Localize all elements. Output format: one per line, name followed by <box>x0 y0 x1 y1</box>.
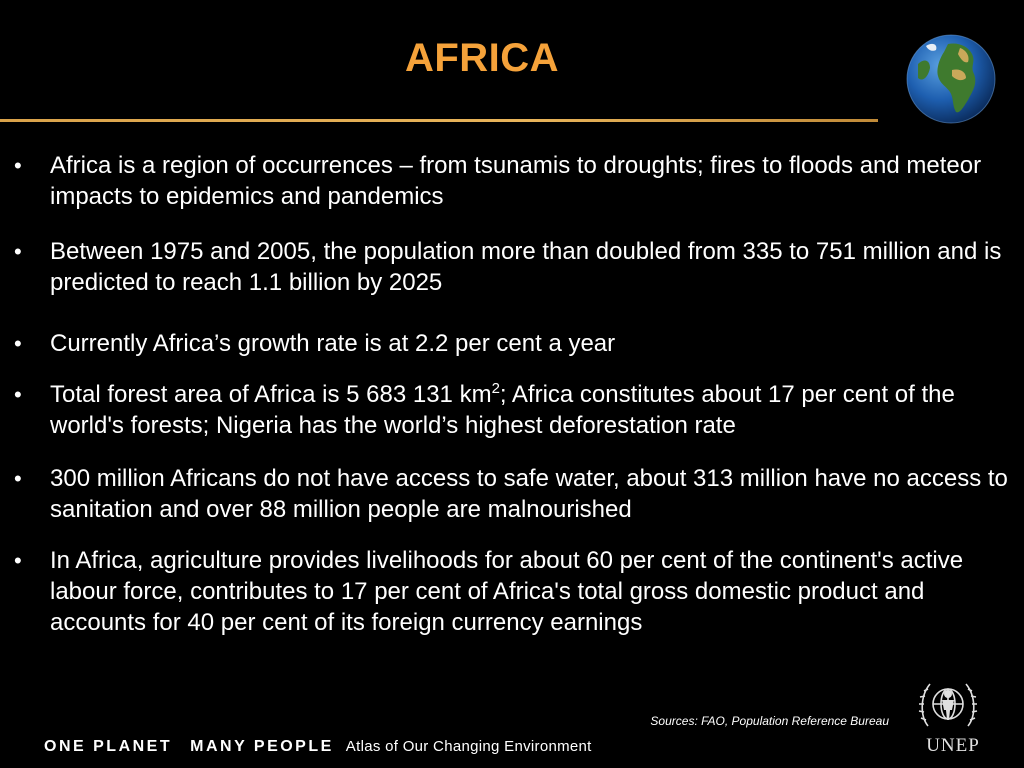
footer-atlas: Atlas of Our Changing Environment <box>345 738 592 755</box>
unep-logo-text: UNEP <box>926 735 980 756</box>
bullet-text: In Africa, agriculture provides livelihoods for about 60 per cent of the continent's active labour force, contributes to 17 per cent of Africa's total gross domestic product and accounts for 40 per cent of its foreign currency earnings <box>50 547 964 636</box>
bullet-item <box>14 379 1019 441</box>
bullet-text <box>50 381 955 439</box>
bullet-symbol: • <box>14 548 22 573</box>
footer-one-planet: ONE PLANET <box>44 738 173 755</box>
bullet-item <box>14 328 1019 359</box>
bullet-item <box>14 463 1019 525</box>
bullet-item <box>14 545 1019 638</box>
bullet-symbol: • <box>14 466 22 491</box>
bullet-text: Between 1975 and 2005, the population more than doubled from 335 to 751 million and is predicted to reach 1.1 billion by 2025 <box>50 238 1002 296</box>
bullet-list <box>14 150 1019 638</box>
slide-title: AFRICA <box>404 36 560 80</box>
earth-globe-icon <box>906 34 996 124</box>
bullet-item <box>14 150 1019 212</box>
bullet-text-post: ; Africa constitutes about 17 per cent of the world's forests; Nigeria has the world’s highest deforestation rate <box>50 381 955 439</box>
bullet-symbol: • <box>14 239 22 264</box>
sources-note: Sources: FAO, Population Reference Bureau <box>650 714 889 728</box>
footer-banner <box>44 738 592 756</box>
bullet-text: Currently Africa’s growth rate is at 2.2 per cent a year <box>50 330 616 357</box>
bullet-text: 300 million Africans do not have access to safe water, about 313 million have no access to sanitation and over 88 million people are malnourished <box>50 465 1008 523</box>
bullet-symbol: • <box>14 153 22 178</box>
bullet-item <box>14 236 1019 298</box>
bullet-symbol: • <box>14 331 22 356</box>
title-divider <box>0 119 878 122</box>
unep-emblem-icon <box>918 676 978 732</box>
bullet-symbol: • <box>14 382 22 407</box>
superscript: 2 <box>491 380 500 397</box>
bullet-text-pre: Total forest area of Africa is 5 683 131 km <box>50 381 492 408</box>
footer-many-people: MANY PEOPLE <box>190 738 334 755</box>
bullet-text: Africa is a region of occurrences – from tsunamis to droughts; fires to floods and meteor impacts to epidemics and pandemics <box>50 152 982 210</box>
